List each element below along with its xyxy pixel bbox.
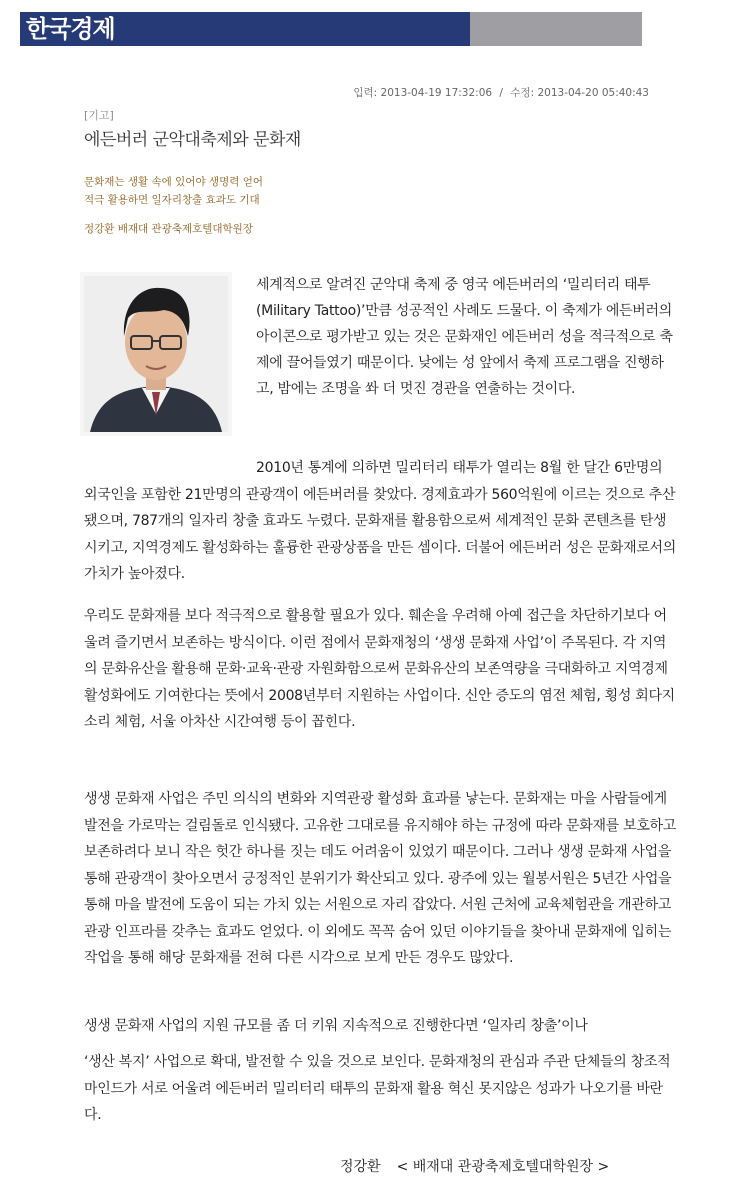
author-signature bbox=[340, 1156, 609, 1176]
subhead-line-2: 적극 활용하면 일자리창출 효과도 기대 bbox=[84, 194, 260, 206]
body-paragraph-3: 생생 문화재 사업은 주민 의식의 변화와 지역관광 활성화 효과를 낳는다. 문화재는 마을 사람들에게 발전을 가로막는 걸림돌로 인식됐다. 고유한 그대로를 유지해야 하는 규정에 따라 문화재를 보호하고 보존하려다 보니 작은 헛간 하나를 짓는 데도 어려움이 있었기 때문이다. 그러나 생생 문화재 사업을 통해 관광객이 찾아오면서 긍정적인 분위기가 확산되고 있다. 광주에 있는 월봉서원은 5년간 사업을 통해 마을 발전에 도움이 되는 가치 있는 서원으로 자리 잡았다. 서원 근처에 교육체험관을 개관하고 관광 인프라를 갖추는 효과도 얻었다. 이 외에도 꼭꼭 숨어 있던 이야기들을 찾아내 문화재에 입히는 작업을 통해 해당 문화재를 전혀 다른 시각으로 보게 만든 경우도 많았다. bbox=[84, 791, 676, 966]
article-headline: 에든버러 군악대축제와 문화재 bbox=[84, 130, 301, 150]
article-category: [기고] bbox=[84, 109, 114, 122]
signature-title: < 배재대 관광축제호텔대학원장 > bbox=[396, 1159, 610, 1175]
signature-name: 정강환 bbox=[340, 1159, 381, 1175]
body-paragraph-5: ‘생산 복지’ 사업으로 확대, 발전할 수 있을 것으로 보인다. 문화재청의 관심과 주관 단체들의 창조적 마인드가 서로 어울려 에든버러 밀리터리 태투의 문화재 활용 혁신 못지않은 성과가 나오기를 바란다. bbox=[84, 1054, 671, 1123]
body-text: 2010년 통계에 의하면 밀리터리 태투가 열리는 8월 한 달간 6만명의 외국인을 포함한 21만명의 관광객이 에든버러를 찾았다. 경제효과가 560억원에 이르는 것으로 추산됐으며, 787개의 일자리 창출 효과도 누렸다. 문화재를 활용함으로써 세계적인 문화 콘텐츠를 탄생시키고, 지역경제도 활성화하는 훌륭한 관광상품을 만든 셈이다. 더불어 에든버러 성은 문화재로서의 가치가 높아졌다. bbox=[84, 460, 676, 582]
author-portrait-icon bbox=[84, 276, 228, 432]
masthead-bar bbox=[470, 12, 642, 46]
subhead-line-1: 문화재는 생활 속에 있어야 생명력 얻어 bbox=[84, 176, 263, 188]
article-byline: 정강환 배재대 관광축제호텔대학원장 bbox=[84, 223, 253, 235]
masthead bbox=[20, 12, 642, 46]
body-paragraph-1 bbox=[84, 455, 676, 588]
brand-logo[interactable]: 한국경제 bbox=[20, 12, 470, 46]
lead-paragraph: 세계적으로 알려진 군악대 축제 중 영국 에든버러의 ‘밀리터리 태투(Military Tattoo)’만큼 성공적인 사례도 드물다. 이 축제가 에든버러의 아이콘으로 평가받고 있는 것은 문화재인 에든버러 성을 적극적으로 축제에 끌어들였기 때문이다. 낮에는 성 앞에서 축제 프로그램을 진행하고, 밤에는 조명을 쏴 더 멋진 경관을 연출하는 것이다. bbox=[256, 277, 673, 397]
date-separator: / bbox=[499, 87, 503, 99]
input-date: 입력: 2013-04-19 17:32:06 bbox=[353, 87, 493, 99]
article-subhead bbox=[84, 173, 263, 209]
body-paragraph-2: 우리도 문화재를 보다 적극적으로 활용할 필요가 있다. 훼손을 우려해 아예 접근을 차단하기보다 어울려 즐기면서 보존하는 방식이다. 이런 점에서 문화재청의 ‘생생 문화재 사업’이 주목된다. 각 지역의 문화유산을 활용해 문화·교육·관광 자원화함으로써 문화유산의 보존역량을 극대화하고 지역경제 활성화에도 기여한다는 뜻에서 2008년부터 지원하는 사업이다. 신안 증도의 염전 체험, 횡성 회다지소리 체험, 서울 아차산 시간여행 등이 꼽힌다. bbox=[84, 608, 675, 730]
modified-date: 수정: 2013-04-20 05:40:43 bbox=[510, 87, 649, 99]
body-paragraph-4: 생생 문화재 사업의 지원 규모를 좀 더 키워 지속적으로 진행한다면 ‘일자리 창출’이나 bbox=[84, 1018, 588, 1034]
dateline bbox=[353, 85, 649, 100]
author-photo bbox=[84, 276, 228, 432]
